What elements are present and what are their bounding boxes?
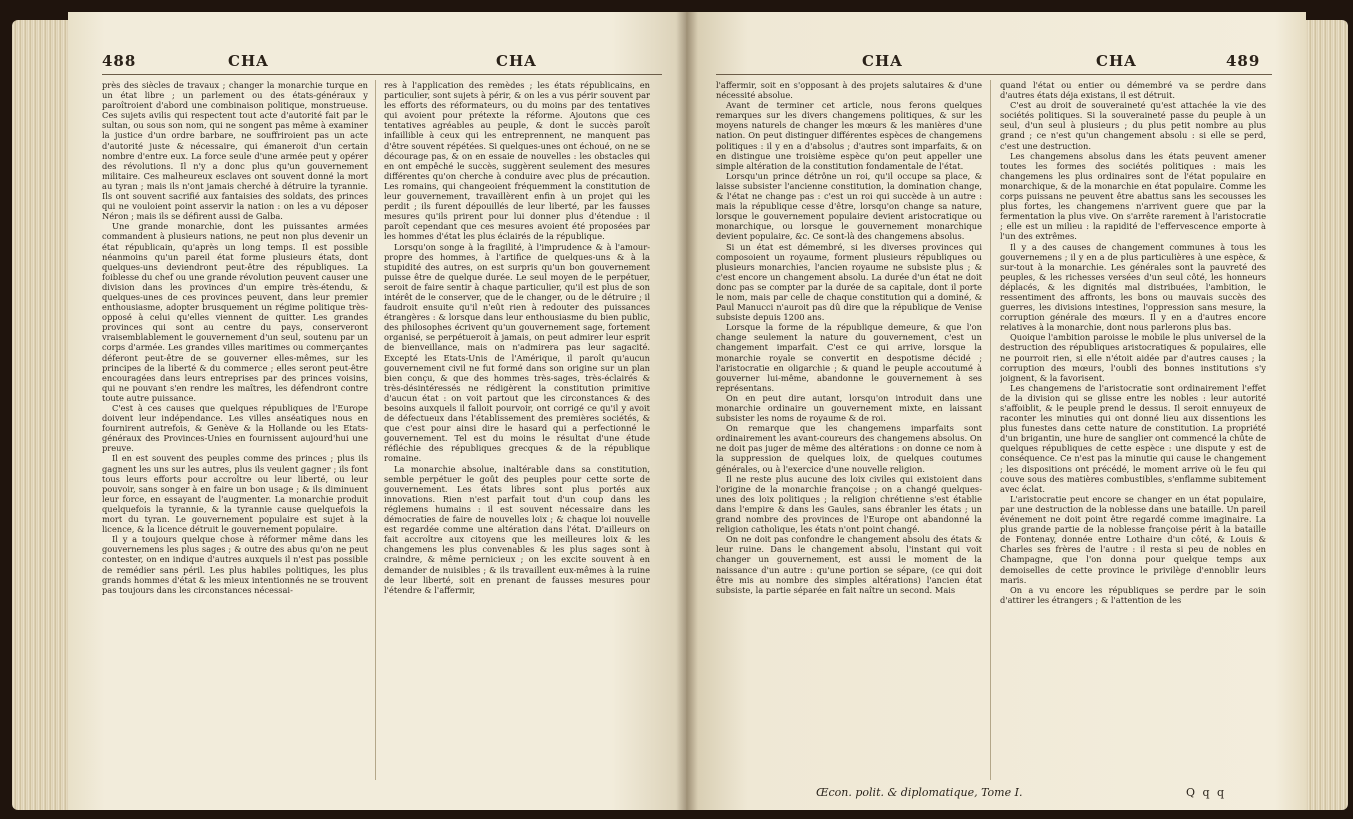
paragraph: Une grande monarchie, dont les puissantes armées commandent à plusieurs nations, ne peut non plus devenir un état républicain, qu'après un long temps. Il est possible néanmoins qu'un pareil état forme plusieurs états, dont quelques-uns deviendront peut-être des républiques. La foiblesse du chef ou une grande révolution peuvent causer une division dans les provinces d'un empire très-étendu, & quelques-unes de ces provinces peuvent, dans leur premier enthousiasme, adopter brusquement un régime politique très-opposé à celui qu'elles viennent de quitter. Les grandes provinces qui sont au centre du pays, conserveront vraisemblablement le gouvernement d'un seul, soutenu par un corps d'armée. Les grandes villes maritimes ou commerçantes déferont peut-être de se gouverner elles-mêmes, sur les principes de la liberté & du commerce ; elles seront peut-être encouragées dans leurs entreprises par des princes voisins, qui ne pouvant s'en rendre les maîtres, les défendront contre toute autre puissance. [102, 221, 368, 403]
left-running-head-2: CHA [496, 52, 537, 70]
paragraph: La monarchie absolue, inaltérable dans sa constitution, semble perpétuer le goût des peuples pour cette sorte de gouvernement. Les états libres sont plus portés aux innovations. Rien n'est parfait tout d'un coup dans les réglemens humains : il est souvent nécessaire dans les démocraties de faire de nouvelles loix ; & chaque loi nouvelle est regardée comme une altération dans l'état. D'ailleurs on fait accroître aux citoyens que les meilleures loix & les changemens les plus convenables & les plus sages sont à craindre, & même pernicieux ; on les excite souvent à en demander de nuisibles ; & ils travaillent eux-mêmes à la ruine de leur liberté, soit en prenant de fausses mesures pour l'étendre & l'affermir, [384, 463, 650, 595]
paragraph: Il y a toujours quelque chose à réformer même dans les gouvernemens les plus sages ; & outre des abus qu'on ne peut contester, on en indique d'autres auxquels il n'est pas possible de remédier sans péril. Les plus habiles politiques, les plus grands hommes d'état & les mieux intentionnés ne se trouvent pas toujours dans les circonstances nécessai- [102, 534, 368, 595]
paragraph: l'affermir, soit en s'opposant à des projets salutaires & d'une nécessité absolue. [716, 80, 982, 101]
right-running-head-1: CHA [862, 52, 903, 70]
right-column-2 [1000, 80, 1266, 780]
paragraph: près des siècles de travaux ; changer la monarchie turque en un état libre ; un parlement ou des états-généraux y paroîtroient d'abord une combinaison politique, monstrueuse. Ces sujets avilis qui respectent tout acte d'autorité fait par le sultan, ou sous son nom, qui ne songent pas même à examiner la justice d'un ordre barbare, ne souffriroient pas un acte d'autorité juste & nécessaire, qui émaneroit d'un certain nombre d'entre eux. La force seule d'une armée peut y opérer des révolutions. Il n'y a donc plus qu'un gouvernement militaire. Ces malheureux esclaves ont souvent donné la mort au tyran ; mais ils n'ont jamais cherché à détruire la tyrannie. Ils ont souvent sacrifié aux fantaisies des soldats, des princes qui ne vouloient point asservir la nation : on les a vu déposer Néron ; mais ils se défirent aussi de Galba. [102, 80, 368, 222]
paragraph: Avant de terminer cet article, nous ferons quelques remarques sur les divers changemens politiques, & sur les moyens naturels de changer les mœurs & les manières d'une nation. On peut distinguer différentes espèces de changemens politiques : il y en a d'absolus ; d'autres sont imparfaits, & on en distingue une troisième espèce qu'on peut appeller une simple altération de la constitution fondamentale de l'état. [716, 100, 982, 171]
paragraph: C'est au droit de souveraineté qu'est attachée la vie des sociétés politiques. Si la souveraineté passe du peuple à un seul, d'un seul à plusieurs ; du plus petit nombre au plus grand ; ce n'est qu'un changement absolu : si elle se perd, c'est une destruction. [1000, 100, 1266, 151]
left-page-edges [12, 20, 72, 810]
paragraph: Il en est souvent des peuples comme des princes ; plus ils gagnent les uns sur les autres, plus ils veulent gagner ; ils font tous leurs efforts pour accroître ou leur liberté, ou leur pouvoir, sans songer à en faire un bon usage ; & ils diminuent leur force, en essayant de l'augmenter. La monarchie produit quelquefois la tyrannie, & la tyrannie cause quelquefois la mort du tyran. Le gouvernement populaire est sujet à la licence, & la licence détruit le gouvernement populaire. [102, 453, 368, 535]
right-column-separator [990, 80, 991, 780]
paragraph: quand l'état ou entier ou démembré va se perdre dans d'autres états déja existans, il est détruit. [1000, 80, 1266, 101]
right-page [686, 12, 1306, 810]
paragraph: On a vu encore les républiques se perdre par le soin d'attirer les étrangers ; & l'attention de les [1000, 584, 1266, 605]
paragraph: L'aristocratie peut encore se changer en un état populaire, par une destruction de la noblesse dans une bataille. Un pareil événement ne doit point être regardé comme imaginaire. La plus grande partie de la noblesse françoise périt à la bataille de Fontenay, donnée entre Lothaire d'un côté, & Louis & Charles ses frères de l'autre : il resta si peu de nobles en Champagne, que l'on donna pour quelque temps aux demoiselles de cette province le privilège d'ennoblir leurs maris. [1000, 493, 1266, 585]
left-running-head-1: CHA [228, 52, 269, 70]
right-page-edges [1302, 20, 1348, 810]
signature-mark: Q q q [1186, 786, 1227, 799]
paragraph: Il y a des causes de changement communes à tous les gouvernemens ; il y en a de plus particulières à une espèce, & sur-tout à la monarchie. Les générales sont la pauvreté des peuples, & les richesses versées d'un seul côté, les honneurs déplacés, & les dignités mal distribuées, l'ambition, le ressentiment des affronts, les bons ou mauvais succès des guerres, les divisions intestines, l'oppression sans mesure, la corruption générale des mœurs. Il y en a d'autres encore relatives à la monarchie, dont nous parlerons plus bas. [1000, 241, 1266, 333]
book-spine-shadow [676, 12, 698, 810]
open-book [40, 12, 1330, 810]
paragraph: C'est à ces causes que quelques républiques de l'Europe doivent leur indépendance. Les villes anséatiques nous en fournirent autrefois, & Genève & la Hollande ou les Etats-généraux des Provinces-Unies en fournissent aujourd'hui une preuve. [102, 403, 368, 454]
left-header-rule [102, 74, 662, 75]
left-column-2 [384, 80, 650, 780]
paragraph: Si un état est démembré, si les diverses provinces qui composoient un royaume, forment plusieurs républiques ou plusieurs monarchies, l'ancien royaume ne subsiste plus ; & c'est encore un changement absolu. La durée d'un état ne doit donc pas se compter par la durée de sa capitale, dont il porte le nom, mais par celle de chaque constitution qui a dominé, & Paul Manucci n'auroit pas dû dire que la république de Venise subsiste depuis 1200 ans. [716, 241, 982, 323]
paragraph: Lorsqu'un prince détrône un roi, qu'il occupe sa place, & laisse subsister l'ancienne constitution, la domination change, & l'état ne change pas : c'est un roi qui succède à un autre : mais la république cesse d'être, lorsqu'on change sa nature, lorsque le gouvernement populaire devient aristocratique ou monarchique, ou lorsque le gouvernement monarchique devient populaire, &c. Ce sont-là des changemens absolus. [716, 170, 982, 242]
footer-citation: Œcon. polit. & diplomatique, Tome I. [816, 786, 1023, 799]
paragraph: On en peut dire autant, lorsqu'on introduit dans une monarchie ordinaire un gouvernement mixte, en laissant subsister les noms de royaume & de roi. [716, 392, 982, 424]
paragraph: On ne doit pas confondre le changement absolu des états & leur ruine. Dans le changement absolu, l'instant qui voit changer un gouvernement, est aussi le moment de la naissance d'un autre : qu'une portion se sépare, (ce qui doit être mis au nombre des simples altérations) l'ancien état subsiste, la partie séparée en fait naître un second. Mais [716, 534, 982, 595]
left-column-separator [375, 80, 376, 780]
left-column-1 [102, 80, 368, 780]
paragraph: Les changemens de l'aristocratie sont ordinairement l'effet de la division qui se glisse entre les nobles : leur autorité s'affoiblit, & le peuple prend le dessus. Il seroit ennuyeux de raconter les minuties qui ont donné lieu aux dissentions les plus funestes dans cette nature de constitution. La propriété d'un brigantin, une hure de sanglier ont commencé la chûte de quelques républiques de cette espèce : une dispute y est de conséquence. Ce n'est pas la minutie qui cause le changement ; les dispositions ont précédé, le moment arrive où le feu qui couve sous des matières combustibles, s'enflamme subitement avec éclat. [1000, 382, 1266, 494]
right-running-head-2: CHA [1096, 52, 1137, 70]
paragraph: Il ne reste plus aucune des loix civiles qui existoient dans l'origine de la monarchie françoise ; on a changé quelques-unes des loix politiques ; la religion chrétienne s'est établie dans l'empire & dans les Gaules, sans ébranler les états ; un grand nombre des provinces de l'Europe ont abandonné la religion catholique, les états n'ont point changé. [716, 473, 982, 535]
right-header-rule [716, 74, 1272, 75]
paragraph: Lorsque la forme de la république demeure, & que l'on change seulement la nature du gouvernement, c'est un changement imparfait. C'est ce qui arrive, lorsque la monarchie royale se convertit en despotisme décidé ; l'aristocratie en oligarchie ; & quand le peuple accoutumé à gouverner lui-même, abandonne le gouvernement à ses représentans. [716, 322, 982, 393]
paragraph: Quoique l'ambition paroisse le mobile le plus universel de la destruction des républiques aristocratiques & populaires, elle ne pourroit rien, si elle n'étoit aidée par d'autres causes ; la corruption des mœurs, l'oubli des bonnes institutions s'y joignent, & la favorisent. [1000, 332, 1266, 383]
left-page-number: 488 [102, 52, 137, 70]
paragraph: res à l'application des remèdes ; les états républicains, en particulier, sont sujets à périr, & on les a vus périr souvent par les efforts des réformateurs, ou du moins par des tentatives qui avoient pour prétexte la réforme. Ajoutons que ces tentatives agréables au peuple, & dont le succès paroît infaillible à ceux qui les entreprennent, ne manquent pas d'être souvent répétées. Si quelques-unes ont échoué, on ne se décourage pas, & on en essaie de nouvelles : les obstacles qui en ont empêché le succès, suggèrent seulement des mesures différentes qu'on cherche à conduire avec plus de précaution. Les romains, qui changeoient fréquemment la constitution de leur gouvernement, travaillèrent enfin à un projet qui les perdit ; ils furent dépouillés de leur liberté, par les fausses mesures qu'ils prirent pour lui donner plus d'étendue : il paroît cependant que ces mesures avoient été proposées par les hommes d'état les plus éclairés de la république. [384, 80, 650, 242]
left-page [68, 12, 686, 810]
paragraph: On remarque que les changemens imparfaits sont ordinairement les avant-coureurs des changemens absolus. On ne doit pas juger de même des altérations : on donne ce nom à la suppression de quelques loix, de quelques coutumes générales, ou à l'exercice d'une nouvelle religion. [716, 423, 982, 474]
paragraph: Lorsqu'on songe à la fragilité, à l'imprudence & à l'amour-propre des hommes, à l'artifice de quelques-uns & à la stupidité des autres, on est surpris qu'un bon gouvernement puisse être de quelque durée. Le seul moyen de le perpétuer, seroit de faire sentir à chaque particulier, qu'il est plus de son intérêt de le conserver, que de le changer, ou de le détruire ; il faudroit ensuite qu'il n'eût rien à redouter des puissances étrangères : & lorsque dans leur enthousiasme du bien public, des philosophes écrivent qu'un gouvernement sage, fortement organisé, se perpétueroit à jamais, on peut admirer leur esprit de bienveillance, mais on n'admirera pas leur sagacité. Excepté les Etats-Unis de l'Amérique, il paroît qu'aucun gouvernement civil ne fut formé dans son origine sur un plan bien conçu, & que des hommes très-sages, très-éclairés & très-désintéressés ne rédigèrent la constitution primitive d'aucun état : on voit partout que les circonstances & des besoins auxquels il falloit pourvoir, ont corrigé ce qu'il y avoit de défectueux dans l'établissement des premières sociétés, & que c'est pour ainsi dire le hasard qui a perfectionné le gouvernement. Tel est du moins le résultat d'une étude réfléchie des républiques grecques & de la république romaine. [384, 241, 650, 464]
paragraph: Les changemens absolus dans les états peuvent amener toutes les formes des sociétés politiques : mais les changemens les plus ordinaires sont de l'état populaire en monarchique, & de la monarchie en état populaire. Comme les corps puissans ne peuvent être abattus sans les secousses les plus fortes, les changemens n'arrivent guere que par la fermentation la plus vive. On s'arrête rarement à l'aristocratie ; elle est un milieu : la rapidité de l'effervescence emporte à l'un des extrêmes. [1000, 150, 1266, 242]
right-column-1 [716, 80, 982, 780]
right-page-number: 489 [1226, 52, 1261, 70]
